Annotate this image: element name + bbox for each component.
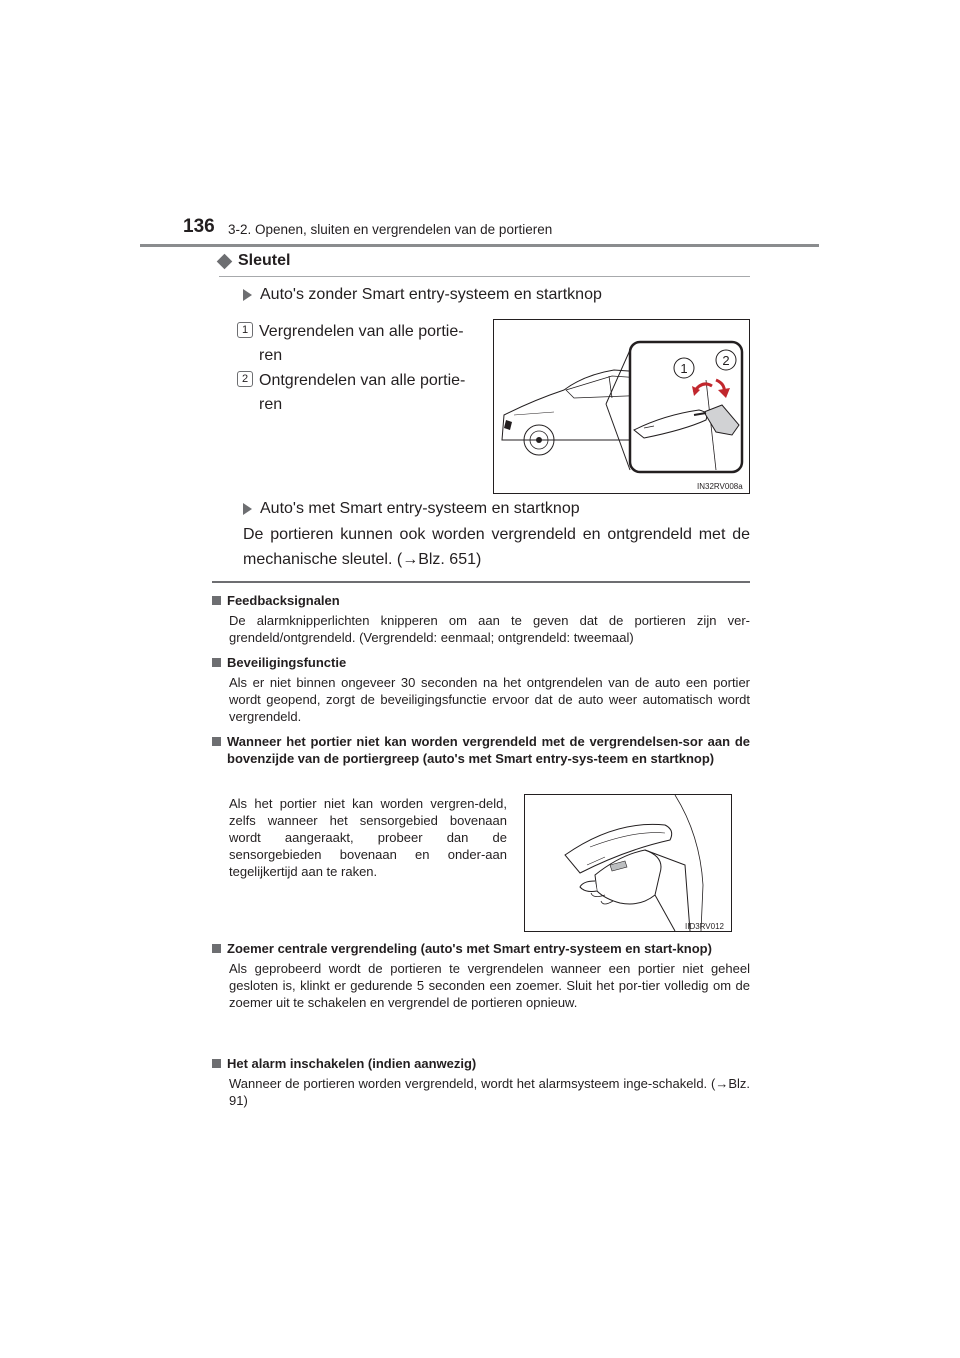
note-heading: Feedbacksignalen — [227, 593, 340, 608]
callout-label-2: 2 — [722, 353, 730, 368]
list-item-text: Ontgrendelen van alle portie- — [259, 372, 466, 389]
note-body: Wanneer de portieren worden vergrendeld, wordt het alarmsysteem inge-schakeld. (→Blz. 91) — [229, 1076, 750, 1108]
figure-door-handle — [524, 794, 732, 932]
header-rule — [140, 244, 819, 247]
chapter-title: 3-2. Openen, sluiten en vergrendelen van de portieren — [228, 222, 553, 237]
square-bullet-icon — [212, 658, 221, 667]
notes-rule — [212, 581, 750, 583]
note-lock-sensor — [212, 733, 750, 767]
note-central-lock-buzzer — [212, 940, 750, 1011]
list-item-text: Vergrendelen van alle portie- — [259, 323, 464, 340]
square-bullet-icon — [212, 944, 221, 953]
figure-car-key — [493, 319, 750, 494]
list-item-unlock-all — [241, 369, 479, 417]
list-item-lock-all — [241, 320, 479, 368]
triangle-arrow-icon — [243, 503, 252, 515]
number-badge: 1 — [237, 322, 253, 338]
car-key-illustration — [494, 320, 749, 493]
note-body: Als het portier niet kan worden vergren-deld, zelfs wanneer het sensorgebied bovenaan wordt aangeraakt, probeer dan de sensorgebieden bovenaan en onder-aan tegelijkertijd aan te raken. — [229, 796, 507, 879]
note-body: Als er niet binnen ongeveer 30 seconden na het ontgrendelen van de auto een portier wordt geopend, zorgt de beveiligingsfunctie ervoor dat de auto weer automatisch wordt vergrendeld. — [229, 675, 750, 724]
door-handle-illustration — [525, 795, 731, 931]
note-body: De alarmknipperlichten knipperen om aan te geven dat de portieren zijn ver-grendeld/ontgrendeld. (Vergrendeld: eenmaal; ontgrendeld: tweemaal) — [229, 613, 750, 645]
note-heading: Het alarm inschakelen (indien aanwezig) — [227, 1056, 477, 1071]
note-security-function — [212, 654, 750, 725]
subheading-with-smart-entry — [243, 500, 580, 518]
section-title-text: Sleutel — [238, 252, 291, 269]
page-number: 136 — [183, 216, 215, 237]
square-bullet-icon — [212, 737, 221, 746]
list-item-text: ren — [259, 347, 283, 364]
subheading-text: Auto's zonder Smart entry-systeem en startknop — [260, 286, 602, 303]
figure-code: IN32RV008a — [697, 482, 743, 491]
square-bullet-icon — [212, 1059, 221, 1068]
subheading-without-smart-entry — [243, 286, 602, 304]
note-heading: Zoemer centrale vergrendeling (auto's met Smart entry-systeem en start-knop) — [227, 941, 712, 956]
note-feedback-signals — [212, 592, 750, 646]
note-lock-sensor-body — [212, 792, 507, 880]
section-rule — [219, 276, 750, 277]
section-title — [219, 252, 290, 270]
note-alarm — [212, 1055, 750, 1109]
list-item-text: ren — [259, 396, 283, 413]
note-body: Als geprobeerd wordt de portieren te vergrendelen wanneer een portier niet geheel gesloten is, klinkt er gedurende 5 seconden een zoemer. Sluit het por-tier volledig om de zoemer uit te schakelen en vergrendel de portieren opnieuw. — [229, 961, 750, 1010]
callout-label-1: 1 — [680, 361, 688, 376]
figure-code: IID3RV012 — [685, 922, 724, 931]
square-bullet-icon — [212, 596, 221, 605]
note-heading: Wanneer het portier niet kan worden vergrendeld met de vergrendelsen-sor aan de bovenzijde van de portiergreep (auto's met Smart entry-sys-teem en startknop) — [227, 734, 750, 766]
mechanical-key-paragraph: De portieren kunnen ook worden vergrendeld en ontgrendeld met de mechanische sleutel. (→Blz. 651) — [243, 526, 750, 568]
note-heading: Beveiligingsfunctie — [227, 655, 347, 670]
triangle-arrow-icon — [243, 289, 252, 301]
number-badge: 2 — [237, 371, 253, 387]
subheading-text: Auto's met Smart entry-systeem en startknop — [260, 500, 580, 517]
diamond-bullet-icon — [217, 253, 233, 269]
